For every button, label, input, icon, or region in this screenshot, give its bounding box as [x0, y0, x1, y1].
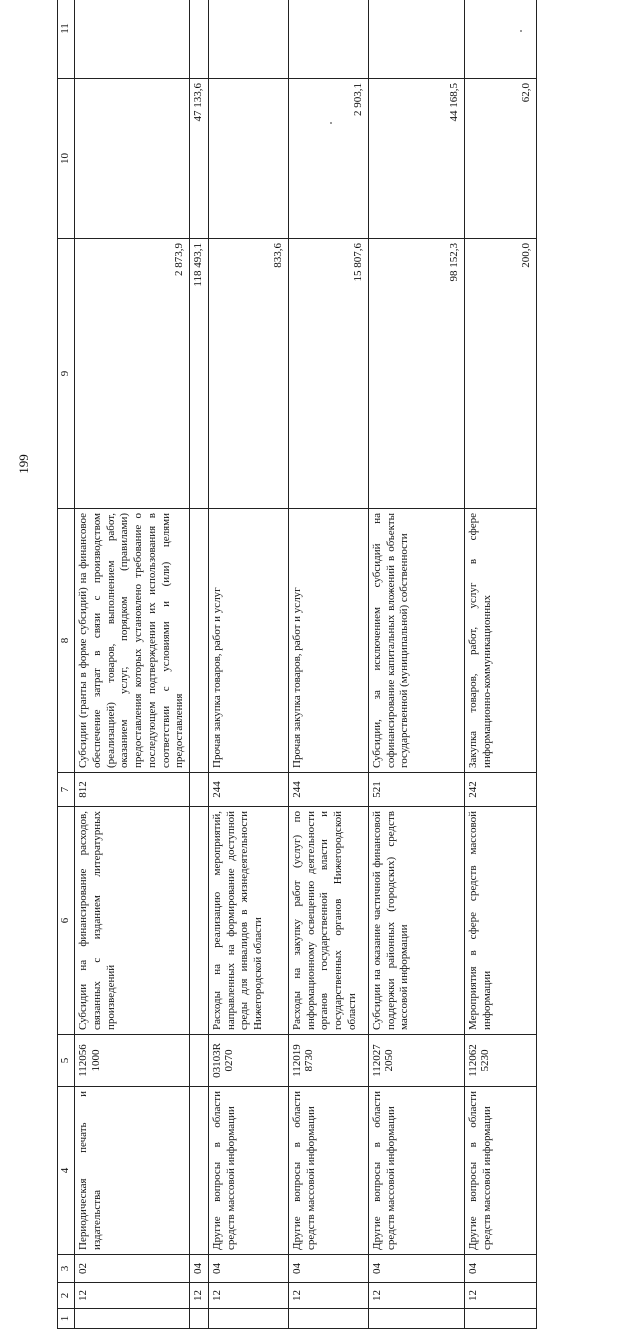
cell-section-name: Другие вопросы в области средств массовой информации: [288, 1087, 368, 1255]
cell-section-name: Другие вопросы в области средств массовой информации: [464, 1087, 536, 1255]
cell-expense-type: 244: [208, 773, 288, 807]
cell-amount-actual: 44 168,5: [368, 79, 464, 239]
cell-percent: [464, 0, 536, 79]
cell-section: 12: [368, 1283, 464, 1309]
cell-target-code: 112019 8730: [288, 1035, 368, 1087]
budget-table: [57, 0, 537, 1329]
cell-percent: [190, 0, 209, 79]
header-cell: 8: [58, 509, 75, 773]
cell-amount-plan: 2 873,9: [75, 239, 190, 509]
cell-amount-plan: 200,0: [464, 239, 536, 509]
header-cell: 10: [58, 79, 75, 239]
cell-expense-type: [190, 773, 209, 807]
table-header-row: [58, 0, 75, 1329]
cell-amount-actual: 62,0: [464, 79, 536, 239]
cell-target-code: 112027 2050: [368, 1035, 464, 1087]
cell-subsection: 04: [464, 1255, 536, 1283]
cell-subsection: 04: [288, 1255, 368, 1283]
cell-target-name: Мероприятия в сфере средств массовой информации: [464, 807, 536, 1035]
table-row: [464, 0, 536, 1329]
cell-amount-plan: 833,6: [208, 239, 288, 509]
cell-target-name: Субсидии на финансирование расходов, связанных с изданием литературных произведений: [75, 807, 190, 1035]
cell-section-name: Другие вопросы в области средств массовой информации: [208, 1087, 288, 1255]
cell-expense-name: Закупка товаров, работ, услуг в сфере информационно-коммуникационных: [464, 509, 536, 773]
cell-target-name: [190, 807, 209, 1035]
page-number: 199: [16, 454, 31, 474]
cell-amount-plan: 15 807,6: [288, 239, 368, 509]
cell-section: 12: [75, 1283, 190, 1309]
cell-target-name: Расходы на реализацию мероприятий, направленных на формирование доступной среды для инвалидов в жизнедеятельности Нижегородской области: [208, 807, 288, 1035]
header-cell: 3: [58, 1255, 75, 1283]
table-row: [190, 0, 209, 1329]
cell-percent: [288, 0, 368, 79]
cell-col1: [75, 1309, 190, 1329]
cell-subsection: 04: [208, 1255, 288, 1283]
cell-col1: [464, 1309, 536, 1329]
cell-section: 12: [190, 1283, 209, 1309]
cell-subsection: 02: [75, 1255, 190, 1283]
cell-amount-actual: [208, 79, 288, 239]
cell-target-name: Расходы на закупку работ (услуг) по информационному освещению деятельности органов государственной власти и государственных органов Нижегородской области: [288, 807, 368, 1035]
cell-subsection: 04: [368, 1255, 464, 1283]
cell-target-code: 112056 1000: [75, 1035, 190, 1087]
table-row: [208, 0, 288, 1329]
cell-amount-actual: 47 133,6: [190, 79, 209, 239]
cell-section: 12: [464, 1283, 536, 1309]
cell-section: 12: [288, 1283, 368, 1309]
cell-percent: [75, 0, 190, 79]
table-row: [368, 0, 464, 1329]
cell-expense-type: 812: [75, 773, 190, 807]
cell-section-name: [190, 1087, 209, 1255]
header-cell: 4: [58, 1087, 75, 1255]
scan-speck: [520, 30, 522, 32]
header-cell: 6: [58, 807, 75, 1035]
cell-col1: [368, 1309, 464, 1329]
cell-percent: [208, 0, 288, 79]
cell-expense-name: [190, 509, 209, 773]
cell-expense-name: Прочая закупка товаров, работ и услуг: [288, 509, 368, 773]
cell-section-name: Периодическая печать и издательства: [75, 1087, 190, 1255]
cell-section-name: Другие вопросы в области средств массовой информации: [368, 1087, 464, 1255]
cell-expense-name: Прочая закупка товаров, работ и услуг: [208, 509, 288, 773]
cell-expense-type: 244: [288, 773, 368, 807]
rotated-table-container: [57, 0, 532, 1329]
cell-col1: [288, 1309, 368, 1329]
header-cell: 2: [58, 1283, 75, 1309]
cell-target-code: [190, 1035, 209, 1087]
cell-amount-actual: [75, 79, 190, 239]
cell-section: 12: [208, 1283, 288, 1309]
cell-expense-name: Субсидии, за исключением субсидий на софинансирование капитальных вложений в объекты государственной (муниципальной) собственности: [368, 509, 464, 773]
cell-target-code: 112062 5230: [464, 1035, 536, 1087]
table-row: [75, 0, 190, 1329]
cell-amount-actual: 2 903,1: [288, 79, 368, 239]
cell-amount-plan: 98 152,3: [368, 239, 464, 509]
header-cell: 9: [58, 239, 75, 509]
cell-amount-plan: 118 493,1: [190, 239, 209, 509]
cell-target-code: 03103R 0270: [208, 1035, 288, 1087]
header-cell: 5: [58, 1035, 75, 1087]
scan-speck: [330, 122, 332, 124]
header-cell: 11: [58, 0, 75, 79]
cell-col1: [190, 1309, 209, 1329]
cell-target-name: Субсидии на оказание частичной финансовой поддержки районных (городских) средств массовой информации: [368, 807, 464, 1035]
header-cell: 7: [58, 773, 75, 807]
cell-expense-name: Субсидии (гранты в форме субсидий) на финансовое обеспечение затрат в связи с производством (реализацией) товаров, выполнением работ, оказанием услуг, порядком (правилами) предоставления которых установлено требование о последующем подтверждении их использования в соответствии с условиями и (или) целями предоставления: [75, 509, 190, 773]
cell-expense-type: 242: [464, 773, 536, 807]
header-cell: 1: [58, 1309, 75, 1329]
cell-col1: [208, 1309, 288, 1329]
cell-percent: [368, 0, 464, 79]
table-row: [288, 0, 368, 1329]
cell-subsection: 04: [190, 1255, 209, 1283]
cell-expense-type: 521: [368, 773, 464, 807]
